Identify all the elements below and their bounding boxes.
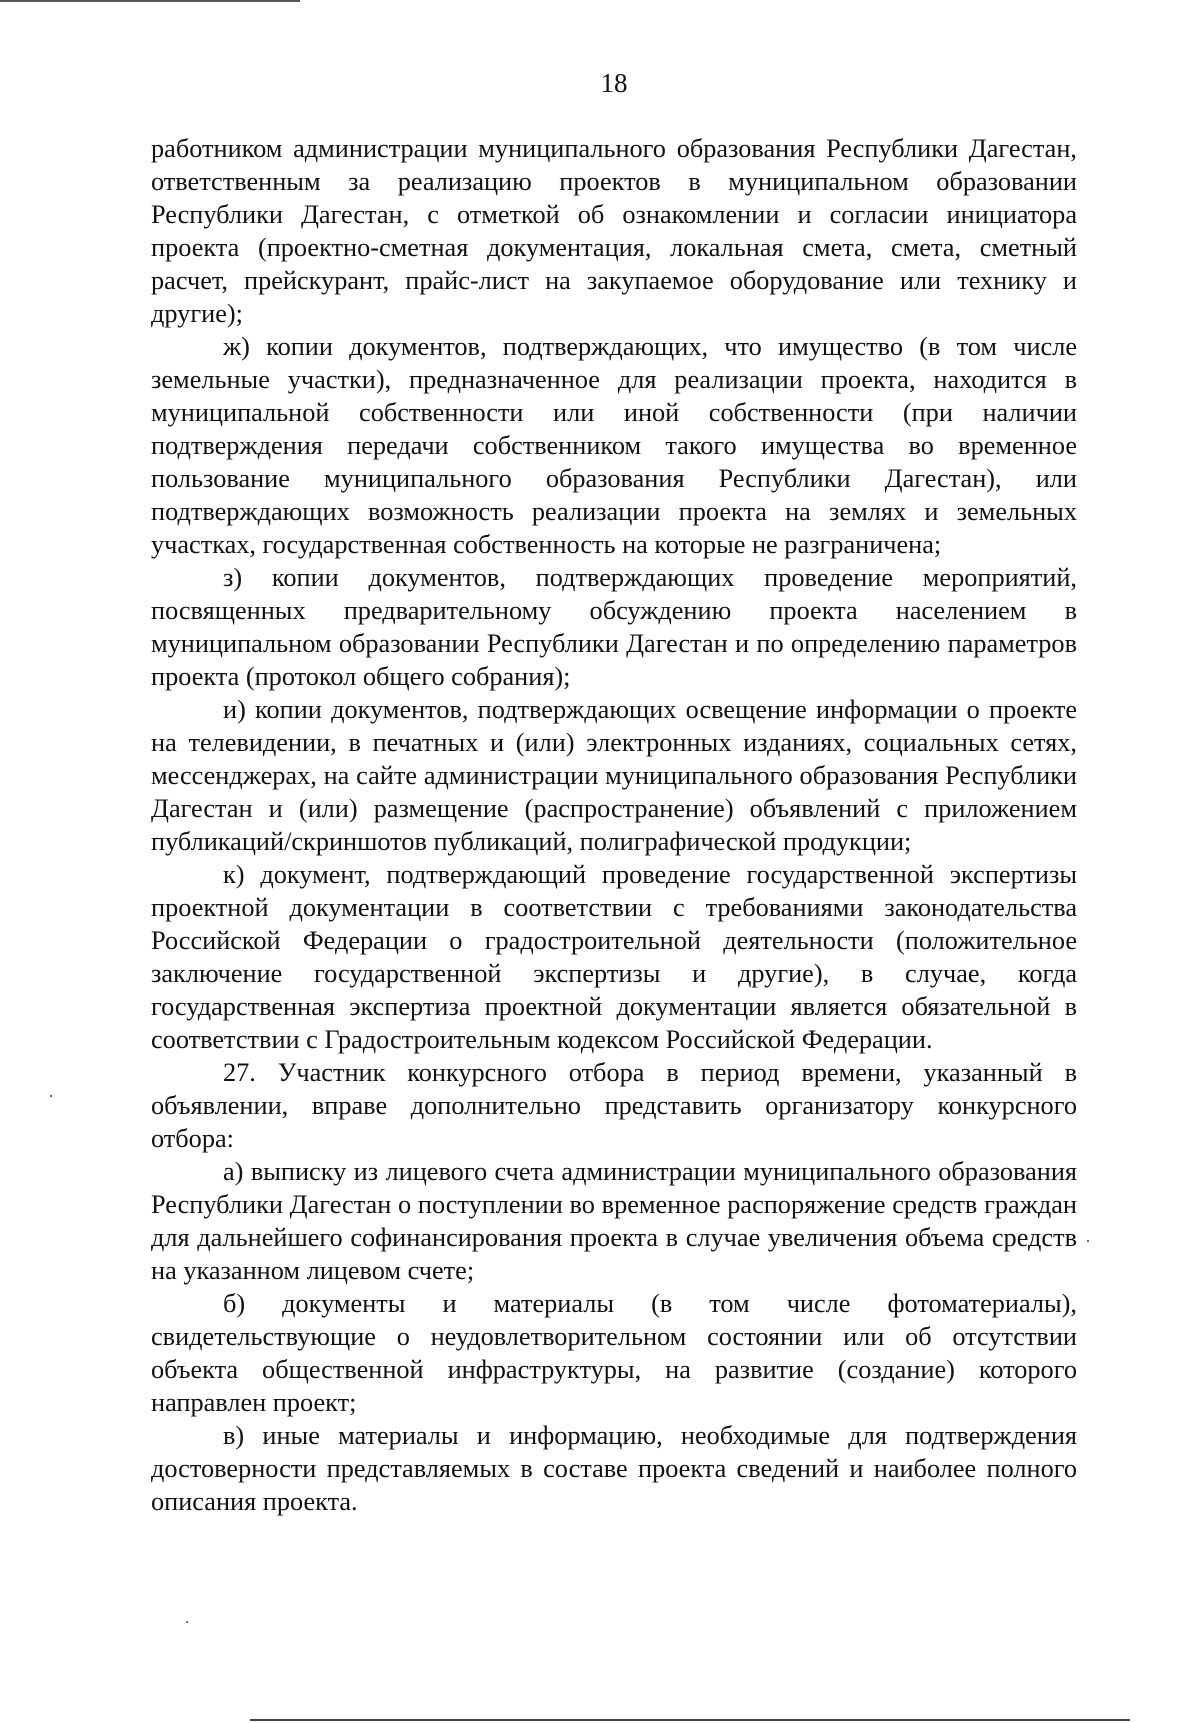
scan-edge-top: [0, 0, 300, 2]
scan-speck: [186, 1621, 188, 1623]
paragraph-item-i: и) копии документов, подтверждающих освещение информации о проекте на телевидении, в печатных и (или) электронных изданиях, социальных сетях, мессенджерах, на сайте администрации муниципального образования Республики Дагестан и (или) размещение (распространение) объявлений с приложением публикаций/скриншотов публикаций, полиграфической продукции;: [151, 695, 1077, 856]
page-number: 18: [600, 68, 628, 98]
scan-speck: [50, 1095, 52, 1097]
paragraph-item-k: к) документ, подтверждающий проведение государственной экспертизы проектной документации в соответствии с требованиями законодательства Российской Федерации о градостроительной деятельности (положительное заключение государственной экспертизы и другие), в случае, когда государственная экспертиза проектной документации является обязательной в соответствии с Градостроительным кодексом Российской Федерации.: [151, 860, 1077, 1054]
paragraph-item-zh: ж) копии документов, подтверждающих, что имущество (в том числе земельные участки), предназначенное для реализации проекта, находится в муниципальной собственности или иной собственности (при наличии подтверждения передачи собственником такого имущества во временное пользование муниципального образования Республики Дагестан), или подтверждающих возможность реализации проекта на землях и земельных участках, государственная собственность на которые не разграничена;: [151, 332, 1077, 559]
paragraph-item-z: з) копии документов, подтверждающих проведение мероприятий, посвященных предварительному обсуждению проекта населением в муниципальном образовании Республики Дагестан и по определению параметров проекта (протокол общего собрания);: [151, 563, 1077, 691]
paragraph-continuation: работником администрации муниципального образования Республики Дагестан, ответственным за реализацию проектов в муниципальном образовании Республики Дагестан, с отметкой об ознакомлении и согласии инициатора проекта (проектно-сметная документация, локальная смета, смета, сметный расчет, прейскурант, прайс-лист на закупаемое оборудование или технику и другие);: [151, 134, 1077, 328]
paragraph-item-b: б) документы и материалы (в том числе фотоматериалы), свидетельствующие о неудовлетворительном состоянии или об отсутствии объекта общественной инфраструктуры, на развитие (создание) которого направлен проект;: [151, 1289, 1077, 1417]
paragraph-clause-27: 27. Участник конкурсного отбора в период времени, указанный в объявлении, вправе дополнительно представить организатору конкурсного отбора:: [151, 1058, 1077, 1153]
scan-speck: [1087, 1240, 1089, 1242]
paragraph-item-a: а) выписку из лицевого счета администрации муниципального образования Республики Дагестан о поступлении во временное распоряжение средств граждан для дальнейшего софинансирования проекта в случае увеличения объема средств на указанном лицевом счете;: [151, 1157, 1077, 1285]
paragraph-item-v: в) иные материалы и информацию, необходимые для подтверждения достоверности представляемых в составе проекта сведений и наиболее полного описания проекта.: [151, 1421, 1077, 1516]
scan-edge-bottom: [250, 1719, 1130, 1721]
document-body: [151, 132, 1077, 1518]
